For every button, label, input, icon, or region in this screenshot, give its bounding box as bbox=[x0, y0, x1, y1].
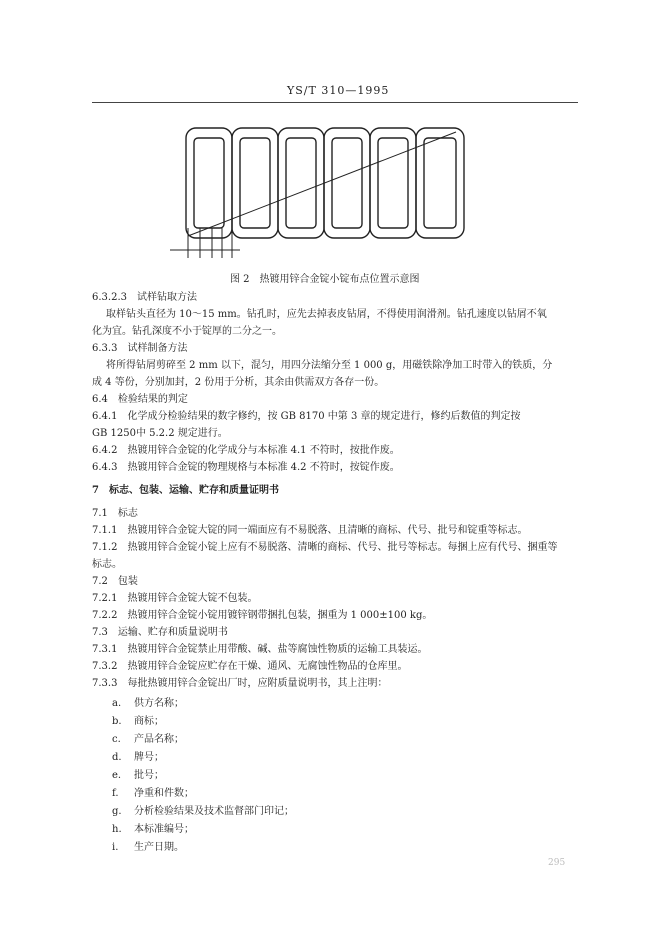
ingot-5-outer bbox=[370, 128, 416, 238]
list-item bbox=[112, 787, 194, 800]
section-number: 6.3.2.3 bbox=[92, 292, 127, 303]
section-7-3-heading bbox=[92, 626, 228, 639]
section-text: 热镀用锌合金锭小锭上应有不易脱落、清晰的商标、代号、批号等标志。每捆上应有代号、捆重等 bbox=[127, 542, 558, 553]
section-text: 每批热镀用锌合金锭出厂时，应附质量说明书，其上注明： bbox=[127, 678, 388, 689]
section-7-1-1 bbox=[92, 524, 527, 537]
standard-code: YS/T 310—1995 bbox=[287, 84, 390, 97]
ingot-5-inner bbox=[378, 138, 408, 228]
section-number: 7.1 bbox=[92, 508, 108, 519]
section-number: 7.3.1 bbox=[92, 644, 118, 655]
ingot-2-outer bbox=[232, 128, 278, 238]
section-number: 7.3.3 bbox=[92, 678, 118, 689]
list-letter: e. bbox=[112, 770, 122, 781]
list-text: 供方名称； bbox=[134, 698, 184, 709]
ingot-4-outer bbox=[324, 128, 370, 238]
ingot-3-outer bbox=[278, 128, 324, 238]
section-6-4-1 bbox=[92, 410, 521, 423]
section-title: 试样制备方法 bbox=[127, 343, 188, 354]
paragraph-line: 成 4 等份，分别加封，2 份用于分析，其余由供需双方各存一份。 bbox=[92, 377, 385, 388]
list-letter: i. bbox=[112, 842, 119, 853]
paragraph-line: GB 1250中 5.2.2 规定进行。 bbox=[92, 428, 228, 439]
ingot-4-inner bbox=[332, 138, 362, 228]
section-6-4-2 bbox=[92, 444, 400, 457]
section-number: 6.4.3 bbox=[92, 462, 118, 473]
paragraph-line: 标志。 bbox=[92, 559, 122, 570]
header-rule bbox=[92, 102, 578, 103]
section-title: 检验结果的判定 bbox=[117, 394, 188, 405]
section-text: 化学成分检验结果的数字修约，按 GB 8170 中第 3 章的规定进行，修约后数值的判定按 bbox=[127, 411, 521, 422]
section-7-2-1 bbox=[92, 592, 257, 605]
section-number: 6.4.1 bbox=[92, 411, 118, 422]
list-letter: a. bbox=[112, 698, 122, 709]
section-number: 7.2 bbox=[92, 576, 108, 587]
paragraph-line: 化为宜。钻孔深度不小于锭厚的二分之一。 bbox=[92, 326, 282, 337]
section-number: 7.3.2 bbox=[92, 661, 118, 672]
list-letter: f. bbox=[112, 788, 119, 799]
section-7-2-2 bbox=[92, 609, 432, 622]
list-letter: h. bbox=[112, 824, 122, 835]
list-item bbox=[112, 751, 164, 764]
ingot-6-inner bbox=[424, 138, 456, 228]
section-number: 6.4.2 bbox=[92, 445, 118, 456]
list-text: 产品名称； bbox=[134, 734, 184, 745]
diagonal-line bbox=[188, 132, 456, 236]
section-7-2-heading bbox=[92, 575, 138, 588]
section-6-4-heading bbox=[92, 393, 188, 406]
list-letter: g. bbox=[112, 806, 122, 817]
figure-caption: 图 2 热镀用锌合金锭小锭布点位置示意图 bbox=[230, 274, 420, 285]
ingot-1-outer bbox=[186, 128, 232, 238]
section-number: 6.3.3 bbox=[92, 343, 118, 354]
list-item bbox=[112, 841, 184, 854]
list-text: 批号； bbox=[134, 770, 164, 781]
list-text: 牌号； bbox=[134, 752, 164, 763]
section-7-heading bbox=[92, 484, 279, 497]
list-text: 分析检验结果及技术监督部门印记； bbox=[134, 806, 294, 817]
section-7-3-3 bbox=[92, 677, 387, 690]
section-6-3-3-heading bbox=[92, 342, 187, 355]
page-number: 295 bbox=[548, 858, 566, 868]
paragraph-line: 取样钻头直径为 10～15 mm。钻孔时，应先去掉表皮钻屑，不得使用润滑剂。钻孔速度以钻屑不氧 bbox=[106, 309, 547, 320]
section-title: 标志 bbox=[117, 508, 138, 519]
list-item bbox=[112, 733, 184, 746]
list-text: 商标； bbox=[134, 716, 164, 727]
section-7-3-2 bbox=[92, 660, 407, 673]
list-item bbox=[112, 697, 184, 710]
section-7-3-1 bbox=[92, 643, 427, 656]
section-text: 热镀用锌合金锭的物理规格与本标准 4.2 不符时，按锭作废。 bbox=[127, 462, 400, 473]
section-number: 7.2.2 bbox=[92, 610, 118, 621]
section-text: 热镀用锌合金锭大锭不包装。 bbox=[127, 593, 258, 604]
section-number: 7.3 bbox=[92, 627, 108, 638]
section-number: 6.4 bbox=[92, 394, 108, 405]
section-number: 7.1.1 bbox=[92, 525, 118, 536]
section-title: 包装 bbox=[117, 576, 138, 587]
section-title: 运输、贮存和质量说明书 bbox=[117, 627, 228, 638]
section-7-1-heading bbox=[92, 507, 138, 520]
section-number: 7.1.2 bbox=[92, 542, 118, 553]
list-item bbox=[112, 769, 164, 782]
list-letter: d. bbox=[112, 752, 122, 763]
section-number: 7 bbox=[92, 485, 99, 496]
list-letter: c. bbox=[112, 734, 121, 745]
section-title: 试样钻取方法 bbox=[137, 292, 197, 303]
section-number: 7.2.1 bbox=[92, 593, 118, 604]
ingot-3-inner bbox=[286, 138, 316, 228]
list-text: 生产日期。 bbox=[134, 842, 184, 853]
section-text: 热镀用锌合金锭的化学成分与本标准 4.1 不符时，按批作废。 bbox=[127, 445, 400, 456]
list-item bbox=[112, 823, 194, 836]
section-text: 热镀用锌合金锭应贮存在干燥、通风、无腐蚀性物品的仓库里。 bbox=[127, 661, 408, 672]
list-text: 净重和件数； bbox=[134, 788, 194, 799]
section-6-4-3 bbox=[92, 461, 400, 474]
section-text: 热镀用锌合金锭大锭的同一端面应有不易脱落、且清晰的商标、代号、批号和锭重等标志。 bbox=[127, 525, 528, 536]
list-item bbox=[112, 805, 294, 818]
section-7-1-2 bbox=[92, 541, 557, 554]
section-text: 热镀用锌合金锭小锭用镀锌钢带捆扎包装，捆重为 1 000±100 kg。 bbox=[127, 610, 433, 621]
section-title: 标志、包装、运输、贮存和质量证明书 bbox=[108, 485, 279, 496]
paragraph-line: 将所得钻屑剪碎至 2 mm 以下，混匀，用四分法缩分至 1 000 g，用磁铁除净加工时带入的铁质，分 bbox=[106, 360, 553, 371]
list-letter: b. bbox=[112, 716, 122, 727]
list-item bbox=[112, 715, 164, 728]
list-text: 本标准编号； bbox=[134, 824, 194, 835]
section-6-3-2-3-heading bbox=[92, 291, 197, 304]
ingot-1-inner bbox=[194, 138, 224, 228]
ingot-2-inner bbox=[240, 138, 270, 228]
ingot-6-outer bbox=[416, 128, 464, 238]
section-text: 热镀用锌合金锭禁止用带酸、碱、盐等腐蚀性物质的运输工具装运。 bbox=[127, 644, 428, 655]
